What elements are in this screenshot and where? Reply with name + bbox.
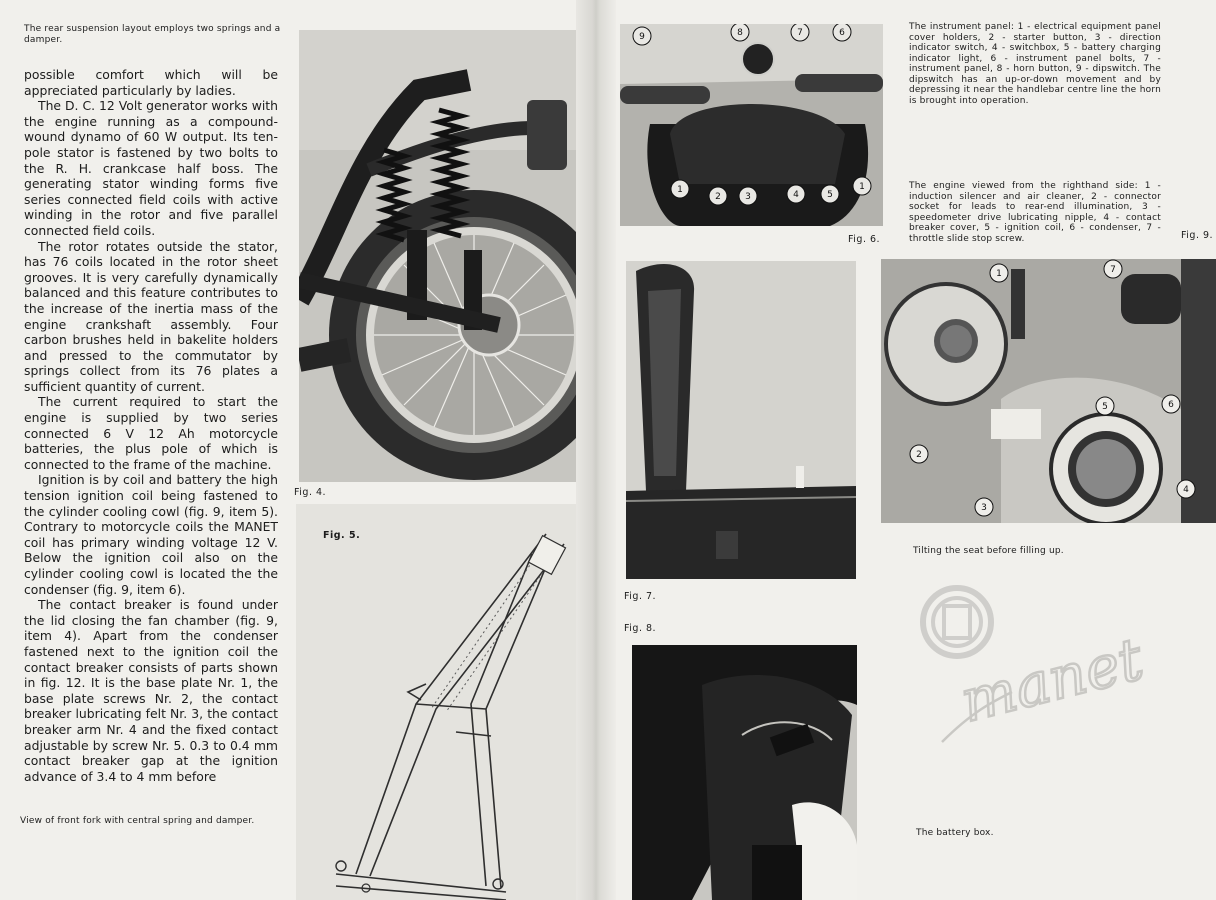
fig9-callout: 2 bbox=[916, 450, 922, 460]
fig6-callout: 2 bbox=[715, 192, 721, 202]
fig9-callout: 1 bbox=[996, 269, 1002, 279]
fig6-callout: 3 bbox=[745, 192, 751, 202]
paragraph: The rotor rotates outside the stator, has 76 coils located in the rotor sheet grooves. It is very carefully dynamically balanced and this feature contributes to the increase of the inertia mass of the engine crankshaft assembly. Four carbon brushes held in bakelite holders and pressed to the commutator by springs collect from its 76 plates a sufficient quantity of current. bbox=[24, 238, 278, 394]
body-text-column bbox=[24, 67, 278, 784]
paragraph: Ignition is by coil and battery the high tension ignition coil being fastened to the cylinder cooling cowl (fig. 9, item 5). Contrary to motorcycle coils the MANET coil has primary winding voltage 12 V. Below the ignition coil also on the cylinder cooling cowl is located the the condenser (fig. 9, item 6). bbox=[24, 472, 278, 597]
fig7-caption: Tilting the seat before filling up. bbox=[913, 546, 1064, 556]
front-fork-caption: View of front fork with central spring and damper. bbox=[20, 816, 255, 826]
fig9-callout: 7 bbox=[1110, 265, 1116, 275]
fig9-callout: 5 bbox=[1102, 402, 1108, 412]
fig9-callout: 4 bbox=[1183, 485, 1189, 495]
manet-logo-text: manet bbox=[954, 624, 1150, 736]
rear-suspension-caption: The rear suspension layout employs two springs and a damper. bbox=[24, 24, 281, 45]
fig6-instrument-panel-photo bbox=[620, 24, 883, 226]
fig6-caption: The instrument panel: 1 - electrical equipment panel cover holders, 2 - starter button, 3 - direction indicator switch, 4 - switchbox, 5 - battery charging indicator light, 6 - instrument panel bolts, 7 - instrument panel, 8 - horn button, 9 - dipswitch. The dipswitch has an up-or-down movement and by depressing it near the handlebar centre line the horn is brought into operation. bbox=[909, 22, 1161, 106]
book-gutter bbox=[576, 0, 616, 900]
paragraph: The contact breaker is found under the lid closing the fan chamber (fig. 9, item 4). Apart from the condenser fastened next to the ignition coil the contact breaker consists of parts shown in fig. 12. It is the base plate Nr. 1, the base plate screws Nr. 2, the contact breaker lubricating felt Nr. 3, the contact breaker arm Nr. 4 and the fixed contact adjustable by screw Nr. 5. 0.3 to 0.4 mm contact breaker gap at the ignition advance of 3.4 to 4 mm before bbox=[24, 597, 278, 784]
paragraph: The D. C. 12 Volt generator works with the engine running as a compound-wound dynamo of 60 W output. Its ten-pole stator is fastened by two bolts to the R. H. crankcase half boss. The generating stator winding forms five series connected field coils with active winding in the rotor and five parallel connected field coils. bbox=[24, 98, 278, 238]
fig8-caption: The battery box. bbox=[916, 828, 994, 838]
fig6-label: Fig. 6. bbox=[848, 234, 881, 245]
fig6-callout: 4 bbox=[793, 190, 799, 200]
fig6-callout: 7 bbox=[797, 28, 803, 38]
fig9-callout: 3 bbox=[981, 503, 987, 513]
fig6-callout: 9 bbox=[639, 32, 645, 42]
fig6-callout: 6 bbox=[839, 28, 845, 38]
fig4-rear-suspension-photo bbox=[299, 30, 576, 482]
fig6-callout: 5 bbox=[827, 190, 833, 200]
fig9-label: Fig. 9. bbox=[1181, 230, 1214, 241]
fig9-callout: 6 bbox=[1168, 400, 1174, 410]
fig9-engine-photo bbox=[881, 259, 1216, 523]
fig6-callout: 1 bbox=[677, 185, 683, 195]
fig5-label: Fig. 5. bbox=[323, 530, 361, 541]
fig4-label: Fig. 4. bbox=[294, 487, 327, 498]
fig8-label: Fig. 8. bbox=[624, 623, 657, 634]
fig6-callout: 8 bbox=[737, 28, 743, 38]
fig5-front-fork-drawing bbox=[296, 504, 576, 900]
paragraph: The current required to start the engine is supplied by two series connected 6 V 12 Ah motorcycle batteries, the plus pole of which is connected to the frame of the machine. bbox=[24, 394, 278, 472]
paragraph: possible comfort which will be appreciated particularly by ladies. bbox=[24, 67, 278, 98]
manet-logo bbox=[912, 582, 1177, 752]
fig6-callout: 1 bbox=[859, 182, 865, 192]
fig7-seat-photo bbox=[626, 261, 856, 579]
fig7-label: Fig. 7. bbox=[624, 591, 657, 602]
fig9-caption: The engine viewed from the righthand side: 1 - induction silencer and air cleaner, 2 - connector socket for leads to rear-end illumination, 3 - speedometer drive lubricating nipple, 4 - contact breaker cover, 5 - ignition coil, 6 - condenser, 7 - throttle slide stop screw. bbox=[909, 181, 1161, 244]
fig8-battery-box-photo bbox=[632, 645, 857, 900]
